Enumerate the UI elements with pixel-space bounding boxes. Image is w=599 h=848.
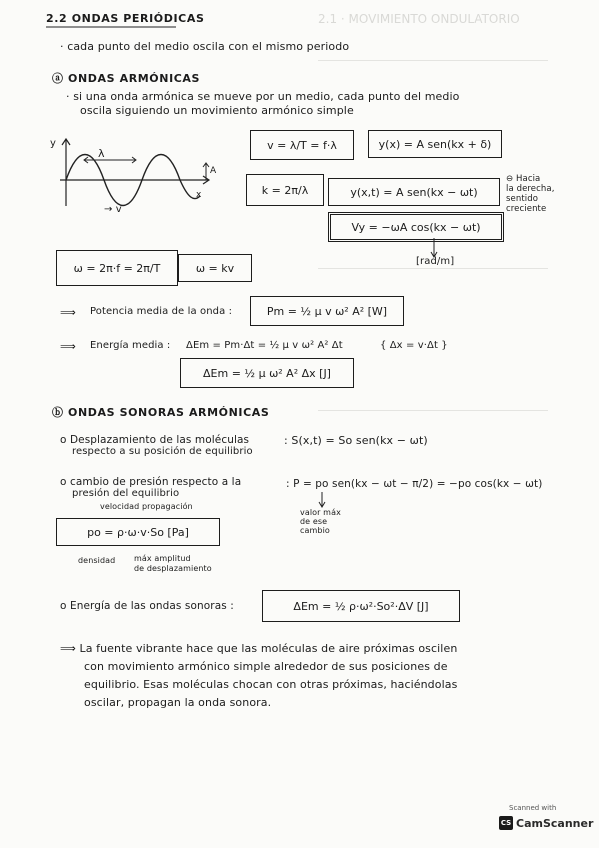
formula-mean-energy: ΔEm = ½ μ ω² A² Δx [J]	[180, 358, 354, 388]
formula-displacement: : S(x,t) = So sen(kx − ωt)	[284, 434, 428, 447]
graph-axis-x: x	[196, 190, 202, 200]
paragraph-line: equilibrio. Esas moléculas chocan con otras próximas, haciéndolas	[84, 678, 458, 691]
bleed-through-line	[318, 268, 548, 269]
paragraph-line: oscilar, propagan la onda sonora.	[84, 696, 272, 709]
label-desplazamiento: o Desplazamiento de las moléculas	[60, 434, 250, 446]
formula-transverse-velocity: Vy = −ωA cos(kx − ωt)	[330, 214, 502, 240]
note-velocidad-propagacion: velocidad propagación	[100, 502, 193, 511]
text-line: · si una onda armónica se mueve por un medio, cada punto del medio	[66, 90, 460, 103]
formula-pressure: : P = po sen(kx − ωt − π/2) = −po cos(kx − ωt)	[286, 478, 543, 490]
formula-dx: { Δx = v·Δt }	[380, 340, 448, 351]
direction-note: ⊖ Hacia la derecha, sentido creciente	[506, 174, 555, 214]
label-desplazamiento-2: respecto a su posición de equilibrio	[72, 446, 253, 457]
label-cambio-presion: o cambio de presión respecto a la	[60, 476, 242, 488]
formula-mean-power: Pm = ½ μ v ω² A² [W]	[250, 296, 404, 326]
formula-y-of-x-t: y(x,t) = A sen(kx − ωt)	[328, 178, 500, 206]
paragraph-line: ⟹ La fuente vibrante hace que las moléculas de aire próximas oscilen	[60, 642, 458, 655]
arrow-down	[317, 492, 327, 508]
note-max-amplitud: máx amplitud de desplazamiento	[134, 554, 212, 573]
formula-energy-line: ΔEm = Pm·Δt = ½ μ v ω² A² Δt	[186, 340, 343, 351]
implies-arrow: ⟹	[60, 340, 76, 353]
bleed-through-line	[318, 60, 548, 61]
graph-lambda-label: λ	[98, 147, 105, 160]
label-potencia-media: Potencia media de la onda :	[90, 306, 233, 317]
note-valor-max: valor máx de ese cambio	[300, 508, 341, 535]
formula-omega-kv: ω = kv	[178, 254, 252, 282]
graph-velocity-label: → v	[104, 204, 122, 215]
formula-angular-frequency: ω = 2π·f = 2π/T	[56, 250, 178, 286]
formula-sound-energy: ΔEm = ½ ρ·ω²·So²·ΔV [J]	[262, 590, 460, 622]
formula-wave-number: k = 2π/λ	[246, 174, 324, 206]
wave-graph	[48, 136, 218, 216]
graph-axis-y: y	[50, 138, 57, 149]
note-densidad: densidad	[78, 556, 116, 565]
label-energia-media: Energía media :	[90, 340, 171, 351]
bleed-through-text: 2.1 · MOVIMIENTO ONDULATORIO	[318, 12, 520, 26]
label-energia-sonora: o Energía de las ondas sonoras :	[60, 600, 234, 612]
camscanner-logo-icon: CS	[499, 816, 513, 830]
implies-arrow: ⟹	[60, 306, 76, 319]
section-heading-sonoras: ⓑ ONDAS SONORAS ARMÓNICAS	[52, 406, 270, 419]
camscanner-watermark: Scanned with CS CamScanner	[500, 804, 594, 830]
section-heading-armonicas: ⓐ ONDAS ARMÓNICAS	[52, 72, 201, 85]
formula-wave-speed: v = λ/T = f·λ	[250, 130, 354, 160]
paragraph-line: con movimiento armónico simple alrededor de sus posiciones de	[84, 660, 448, 673]
intro-text: · cada punto del medio oscila con el mismo periodo	[60, 40, 350, 53]
formula-pressure-amplitude: po = ρ·ω·v·So [Pa]	[56, 518, 220, 546]
unit-rad-per-m: [rad/m]	[416, 256, 455, 267]
graph-amplitude-label: A	[210, 166, 217, 176]
bleed-through-line	[318, 410, 548, 411]
page-title: 2.2 ONDAS PERIÓDICAS	[46, 12, 205, 25]
text-line: oscila siguiendo un movimiento armónico simple	[80, 104, 354, 117]
label-cambio-presion-2: presión del equilibrio	[72, 488, 180, 499]
formula-y-of-x: y(x) = A sen(kx + δ)	[368, 130, 502, 158]
arrow-down	[429, 238, 439, 258]
title-underline	[46, 25, 176, 29]
